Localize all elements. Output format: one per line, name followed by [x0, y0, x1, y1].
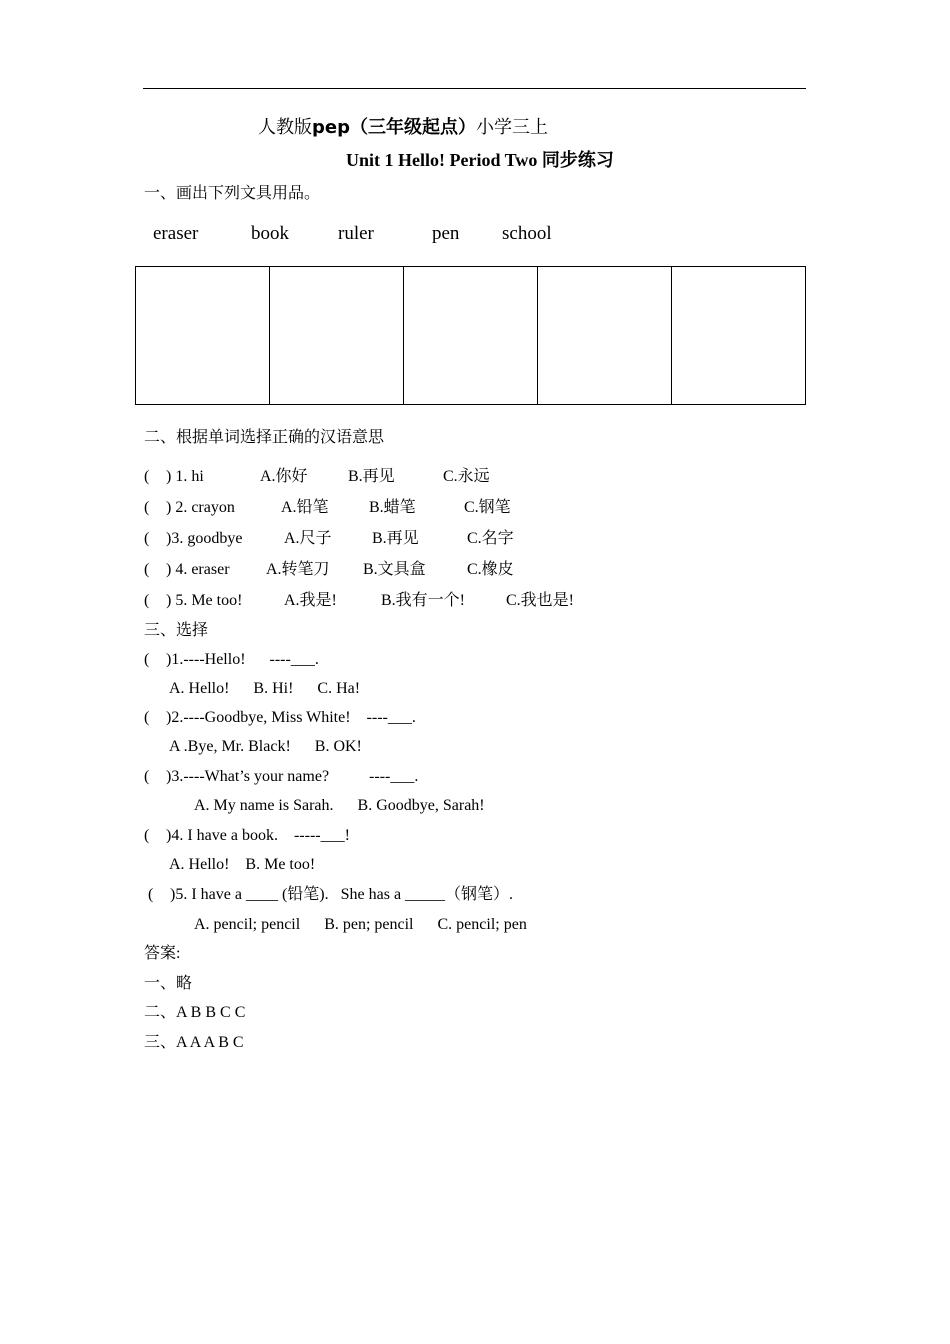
option-a: A.铅笔 [281, 499, 329, 516]
answer-section2: 二、A B B C C [144, 1004, 246, 1021]
answer-paren: ( [144, 651, 150, 668]
drawing-cell-book[interactable] [270, 267, 404, 405]
question-2: )2.----Goodbye, Miss White! ----___. [166, 709, 416, 726]
drawing-cell-eraser[interactable] [136, 267, 270, 405]
answers-heading: 答案: [144, 945, 181, 962]
option-b: B.再见 [348, 468, 395, 485]
drawing-cell-school[interactable] [672, 267, 806, 405]
question-5: )5. I have a ____ (铅笔). She has a _____（钢笔）. [170, 886, 514, 903]
answer-paren: ( [144, 499, 150, 516]
word-eraser: eraser [153, 223, 199, 244]
section2-heading: 二、根据单词选择正确的汉语意思 [144, 429, 385, 446]
option-c: C.名字 [467, 530, 514, 547]
word-book: book [251, 223, 289, 244]
question-4: )4. I have a book. -----___! [166, 827, 350, 844]
option-a: A.尺子 [284, 530, 332, 547]
answer-section3: 三、A A A B C [144, 1034, 244, 1051]
item-question: ) 4. eraser [166, 561, 230, 578]
answer-paren: ( [144, 561, 150, 578]
answer-paren: ( [144, 592, 150, 609]
option-c: C.我也是! [506, 592, 575, 609]
option-a: A.我是! [284, 592, 337, 609]
answer-paren: ( [144, 768, 150, 785]
option-b: B.蜡笔 [369, 499, 416, 516]
item-question: )3. goodbye [166, 530, 243, 547]
drawing-grid [135, 266, 806, 405]
answer-paren: ( [148, 886, 154, 903]
question-3-options: A. My name is Sarah. B. Goodbye, Sarah! [194, 797, 485, 814]
option-c: C.钢笔 [464, 499, 511, 516]
answer-paren: ( [144, 709, 150, 726]
section1-heading: 一、画出下列文具用品。 [144, 185, 321, 202]
drawing-cell-ruler[interactable] [404, 267, 538, 405]
option-b: B.文具盒 [363, 561, 426, 578]
option-c: C.橡皮 [467, 561, 514, 578]
drawing-cell-pen[interactable] [538, 267, 672, 405]
item-question: ) 1. hi [166, 468, 204, 485]
option-a: A.转笔刀 [266, 561, 330, 578]
document-subtitle: Unit 1 Hello! Period Two 同步练习 [346, 150, 614, 170]
question-1: )1.----Hello! ----___. [166, 651, 319, 668]
question-4-options: A. Hello! B. Me too! [169, 856, 316, 873]
answer-paren: ( [144, 530, 150, 547]
section3-heading: 三、选择 [144, 622, 209, 639]
question-2-options: A .Bye, Mr. Black! B. OK! [169, 738, 362, 755]
question-3: )3.----What’s your name? ----___. [166, 768, 419, 785]
document-title: 人教版pep（三年级起点）小学三上 [258, 117, 548, 138]
word-pen: pen [432, 223, 460, 244]
item-question: ) 2. crayon [166, 499, 235, 516]
answer-paren: ( [144, 468, 150, 485]
word-ruler: ruler [338, 223, 374, 244]
question-5-options: A. pencil; pencil B. pen; pencil C. pencil; pen [194, 916, 527, 933]
answer-paren: ( [144, 827, 150, 844]
option-b: B.再见 [372, 530, 419, 547]
word-school: school [502, 223, 552, 244]
answer-section1: 一、略 [144, 975, 193, 992]
option-b: B.我有一个! [381, 592, 466, 609]
header-rule [143, 88, 806, 89]
option-a: A.你好 [260, 468, 308, 485]
question-1-options: A. Hello! B. Hi! C. Ha! [169, 680, 361, 697]
option-c: C.永远 [443, 468, 490, 485]
item-question: ) 5. Me too! [166, 592, 243, 609]
